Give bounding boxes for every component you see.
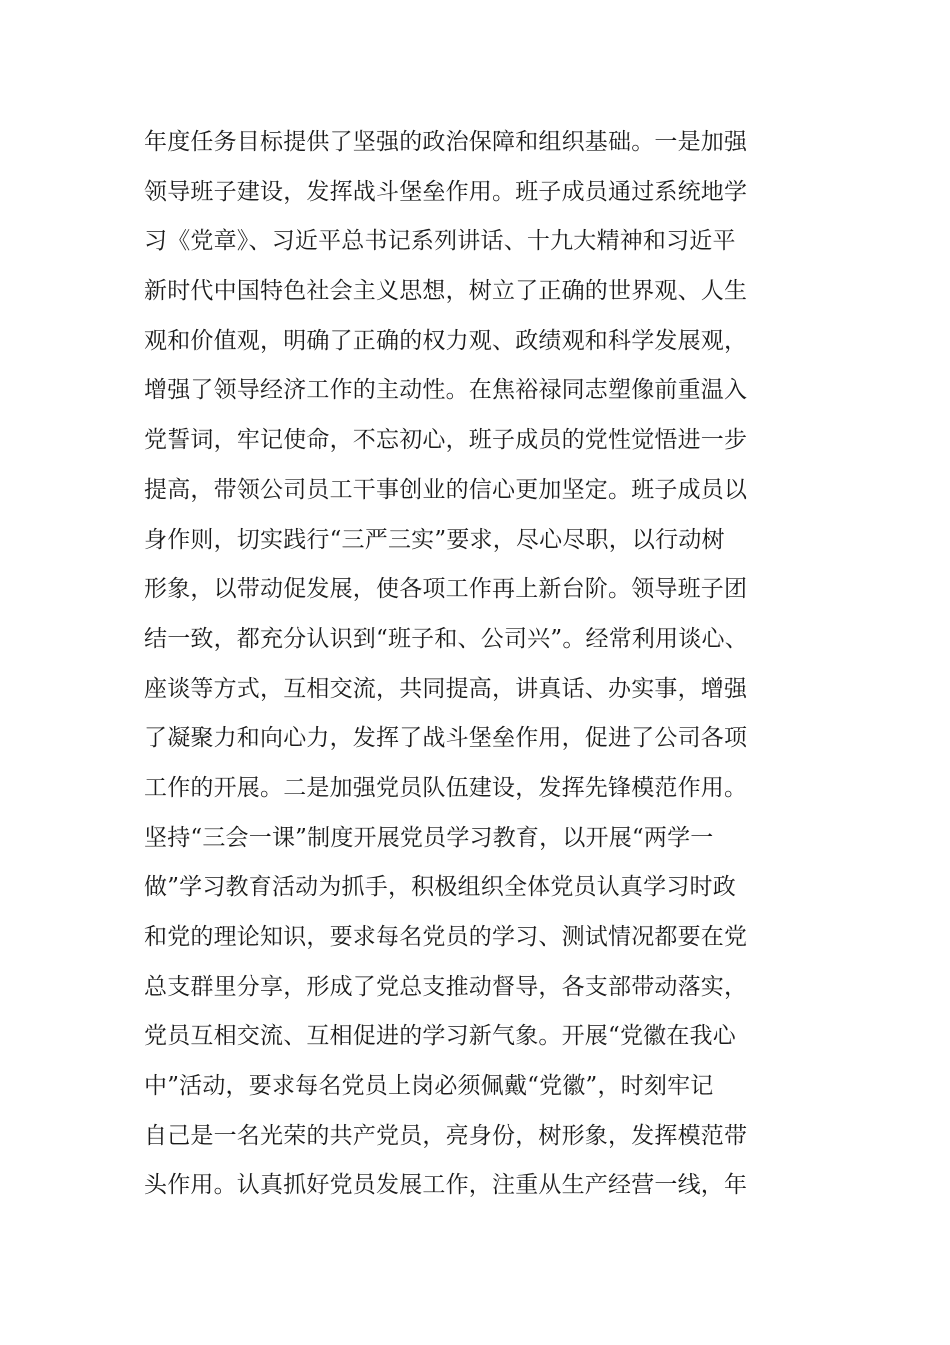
- text-line: 头作用。认真抓好党员发展工作，注重从生产经营一线，年: [144, 1172, 748, 1199]
- text-line: 党员互相交流、互相促进的学习新气象。开展“党徽在我心: [144, 1023, 736, 1050]
- text-line: 党誓词，牢记使命，不忘初心，班子成员的党性觉悟进一步: [144, 427, 748, 454]
- text-line: 了凝聚力和向心力，发挥了战斗堡垒作用，促进了公司各项: [144, 725, 748, 752]
- text-line: 身作则，切实践行“三严三实”要求，尽心尽职，以行动树: [144, 526, 725, 553]
- text-line: 做”学习教育活动为抓手，积极组织全体党员认真学习时政: [144, 874, 736, 901]
- text-line: 新时代中国特色社会主义思想，树立了正确的世界观、人生: [144, 278, 748, 305]
- text-line: 领导班子建设，发挥战斗堡垒作用。班子成员通过系统地学: [144, 178, 748, 205]
- text-line: 提高，带领公司员工干事创业的信心更加坚定。班子成员以: [144, 476, 748, 503]
- text-line: 座谈等方式，互相交流，共同提高，讲真话、办实事，增强: [144, 675, 748, 702]
- text-line: 中”活动，要求每名党员上岗必须佩戴“党徽”，时刻牢记: [144, 1073, 714, 1100]
- text-line: 结一致，都充分认识到“班子和、公司兴”。经常利用谈心、: [144, 625, 748, 652]
- text-line: 增强了领导经济工作的主动性。在焦裕禄同志塑像前重温入: [144, 377, 748, 404]
- text-line: 工作的开展。二是加强党员队伍建设，发挥先锋模范作用。: [144, 774, 748, 801]
- text-line: 总支群里分享，形成了党总支推动督导，各支部带动落实，: [144, 973, 748, 1000]
- text-line: 习《党章》、习近平总书记系列讲话、十九大精神和习近平: [144, 228, 736, 255]
- text-line: 观和价值观，明确了正确的权力观、政绩观和科学发展观，: [144, 327, 748, 354]
- body-paragraph: [144, 118, 764, 1211]
- text-line: 和党的理论知识，要求每名党员的学习、测试情况都要在党: [144, 924, 748, 950]
- text-line: 年度任务目标提供了坚强的政治保障和组织基础。一是加强: [144, 129, 748, 155]
- text-line: 自己是一名光荣的共产党员，亮身份，树形象，发挥模范带: [144, 1122, 748, 1149]
- text-line: 坚持“三会一课”制度开展党员学习教育，以开展“两学一: [144, 824, 714, 851]
- text-line: 形象，以带动促发展，使各项工作再上新台阶。领导班子团: [144, 576, 748, 603]
